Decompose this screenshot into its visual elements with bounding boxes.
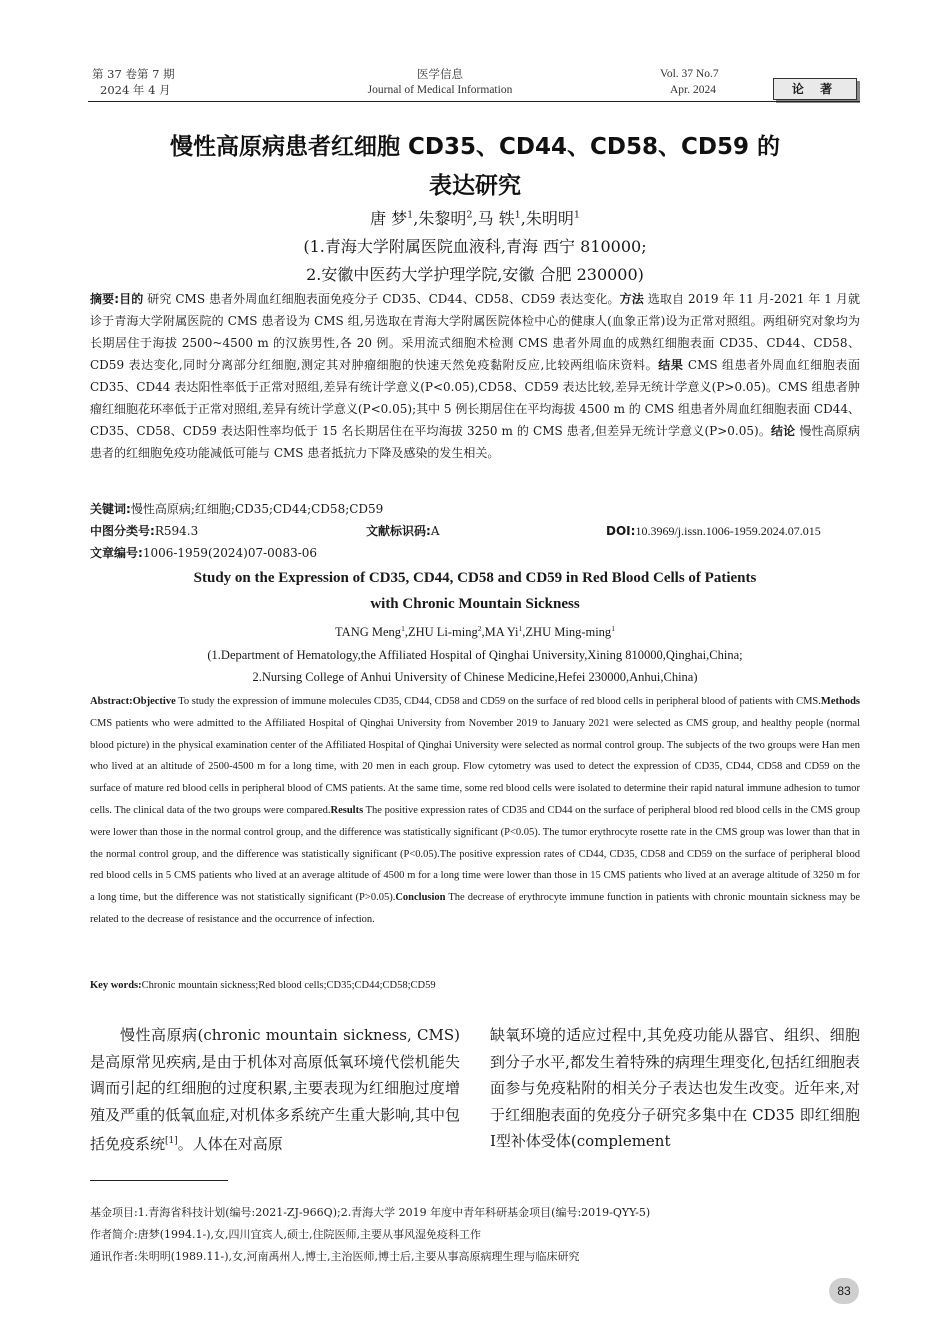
conclusion-en-label: Conclusion	[395, 892, 446, 904]
page-number: 83	[829, 1278, 859, 1304]
title-line-1: 慢性高原病患者红细胞 CD35、CD44、CD58、CD59 的	[170, 134, 780, 160]
header-journal-cn: 医学信息	[417, 67, 463, 81]
objective-label: 目的	[119, 292, 144, 306]
keywords-cn-label: 关键词:	[90, 502, 131, 516]
section-badge: 论 著	[773, 78, 857, 100]
affiliation-en-2: 2.Nursing College of Anhui University of Chinese Medicine,Hefei 230000,Anhui,China)	[252, 670, 698, 684]
affiliation-cn-2: 2.安徽中医药大学护理学院,安徽 合肥 230000)	[306, 265, 644, 284]
abstract-en-label: Abstract:	[90, 696, 133, 707]
conclusion-label: 结论	[771, 424, 796, 438]
body-column-right: 缺氧环境的适应过程中,其免疫功能从器官、组织、细胞到分子水平,都发生着特殊的病理生理变化,包括红细胞表面参与免疫粘附的相关分子表达也发生改变。近年来,对于红细胞表面的免疫分子研究多集中在 CD35 即红细胞Ⅰ型补体受体(complement	[490, 1026, 860, 1150]
affiliation-en-1: (1.Department of Hematology,the Affiliated Hospital of Qinghai University,Xining 810000,Qinghai,China;	[207, 648, 743, 662]
header-volume-en: Vol. 37 No.7	[660, 68, 719, 80]
footnote-rule	[90, 1180, 228, 1181]
header-date-en: Apr. 2024	[670, 84, 716, 96]
results-en-label: Results	[330, 804, 364, 816]
article-number: 文章编号:1006-1959(2024)07-0083-06	[90, 546, 318, 560]
authors-cn: 唐 梦$^1$,朱黎明$^2$,马 轶$^1$,朱明明$^1$	[370, 209, 580, 228]
doi: DOI:10.3969/j.issn.1006-1959.2024.07.015	[606, 524, 821, 538]
methods-text: 选取自 2019 年 11 月-2021 年 1 月就诊于青海大学附属医院的 CMS 患者设为 CMS 组,另选取在青海大学附属医院体检中心的健康人(血象正常)设为正常对照组。两组研究对象均为长期居住于海拔 2500~4500 m 的汉族男性,各 20 例。采用流式细胞术检测 CMS 患者外周血的成熟红细胞表面 CD35、CD44、CD58、CD59 表达变化,同时分离部分红细胞,测定其对肿瘤细胞的快速天然免疫黏附反应,比较两组临床资料。	[90, 292, 860, 372]
keywords-cn	[90, 498, 383, 520]
author-name: ,朱明明	[520, 209, 574, 228]
objective-en-label: Objective	[132, 696, 176, 707]
results-text: CMS 组患者外周血红细胞表面 CD35、CD44 表达阳性率低于正常对照组,差异有统计学意义(P<0.05),CD58、CD59 表达比较,差异无统计学意义(P>0.05)。CMS 组患者肿瘤红细胞花环率低于正常对照组,差异有统计学意义(P<0.05);其中 5 例长期居住在平均海拔 4500 m 的 CMS 组患者外周血红细胞表面 CD44、CD35、CD58、CD59 表达阳性率均低于 15 名长期居住在平均海拔 3250 m 的 CMS 患者,但差异无统计学意义(P>0.05)。	[90, 358, 860, 438]
keywords-en: Key words:Chronic mountain sickness;Red blood cells;CD35;CD44;CD58;CD59	[90, 980, 436, 991]
author-name: ,马 轶	[472, 209, 515, 228]
body-column-left: 慢性高原病(chronic mountain sickness, CMS)是高原常见疾病,是由于机体对高原低氧环境代偿机能失调而引起的红细胞的过度积累,主要表现为红细胞过度增殖及严重的低氧血症,对机体多系统产生重大影响,其中包括免疫系统[1]。人体在对高原	[90, 1026, 460, 1153]
clc-number: 中图分类号:R594.3	[90, 524, 199, 538]
objective-text: 研究 CMS 患者外周血红细胞表面免疫分子 CD35、CD44、CD58、CD59 表达变化。	[147, 292, 620, 306]
header-rule	[88, 101, 860, 102]
methods-en-label: Methods	[820, 696, 860, 707]
title-en-line-1: Study on the Expression of CD35, CD44, CD58 and CD59 in Red Blood Cells of Patients	[193, 570, 757, 586]
keywords-en-label: Key words:	[90, 980, 142, 991]
author-name: ,朱黎明	[413, 209, 467, 228]
header-journal-en: Journal of Medical Information	[367, 84, 513, 96]
header-volume-cn: 第 37 卷第 7 期	[92, 67, 175, 81]
title-line-2: 表达研究	[429, 173, 521, 199]
document-code: 文献标识码:A	[366, 524, 440, 538]
methods-label: 方法	[619, 292, 644, 306]
results-label: 结果	[658, 358, 684, 372]
abstract-en: Abstract:Objective To study the expression of immune molecules CD35, CD44, CD58 and CD59 on the surface of red blood cells in peripheral blood of patients with CMS.Methods CMS patients who were admitted to the Affiliated Hospital of Qinghai University from November 2019 to January 2021 were selected as CMS group, and healthy people (normal blood picture) in the physical examination center of the Affiliated Hospital of Qinghai University were selected as normal control group. The subjects of the two groups were Han men who lived at an altitude of 2500-4500 m for a long time, with 20 men in each group. Flow cytometry was used to detect the expression of CD35, CD44, CD58 and CD59 on the surface of mature red blood cells in peripheral blood of CMS patients. At the same time, some red blood cells were isolated to determine their rapid natural immune adhesion to tumor cells. The clinical data of the two groups were compared.Results The positive expression rates of CD35 and CD44 on the surface of peripheral blood red blood cells in the CMS group were lower than those in the normal control group, and the difference was statistically significant (P<0.05). The tumor erythrocyte rosette rate in the CMS group was lower than that in the normal control group, and the difference was statistically significant (P<0.05).The positive expression rates of CD44, CD35, CD58 and CD59 on the surface of peripheral blood red blood cells in 5 CMS patients who lived at an average altitude of 4500 m for a long time were lower than those in 15 CMS patients who lived at an average altitude of 3250 m for a long time, but the difference was not statistically significant (P>0.05).Conclusion The decrease of erythrocyte immune function in patients with chronic mountain sickness may be related to the decrease of resistance and the occurrence of infection.	[90, 696, 860, 925]
footnote-fund: 基金项目:1.青海省科技计划(编号:2021-ZJ-966Q);2.青海大学 2019 年度中青年科研基金项目(编号:2019-QYY-5)	[90, 1206, 651, 1219]
footnote-corresponding: 通讯作者:朱明明(1989.11-),女,河南禹州人,博士,主治医师,博士后,主要从事高原病理生理与临床研究	[90, 1250, 580, 1263]
title-en-line-2: with Chronic Mountain Sickness	[370, 596, 580, 612]
abstract-cn-label: 摘要:	[90, 292, 120, 306]
header-date-cn: 2024 年 4 月	[100, 83, 171, 97]
keywords-cn-value: 慢性高原病;红细胞;CD35;CD44;CD58;CD59	[130, 502, 384, 516]
affiliation-cn-1: (1.青海大学附属医院血液科,青海 西宁 810000;	[303, 237, 647, 256]
abstract-cn	[90, 288, 860, 464]
authors-en: TANG Meng$^1$,ZHU Li-ming$^2$,MA Yi$^1$,ZHU Ming-ming$^1$	[335, 624, 615, 640]
author-name: 唐 梦	[370, 209, 408, 228]
conclusion-text: 慢性高原病患者的红细胞免疫功能减低可能与 CMS 患者抵抗力下降及感染的发生相关。	[90, 424, 860, 460]
footnote-author: 作者简介:唐梦(1994.1-),女,四川宜宾人,硕士,住院医师,主要从事风湿免疫科工作	[90, 1228, 481, 1241]
